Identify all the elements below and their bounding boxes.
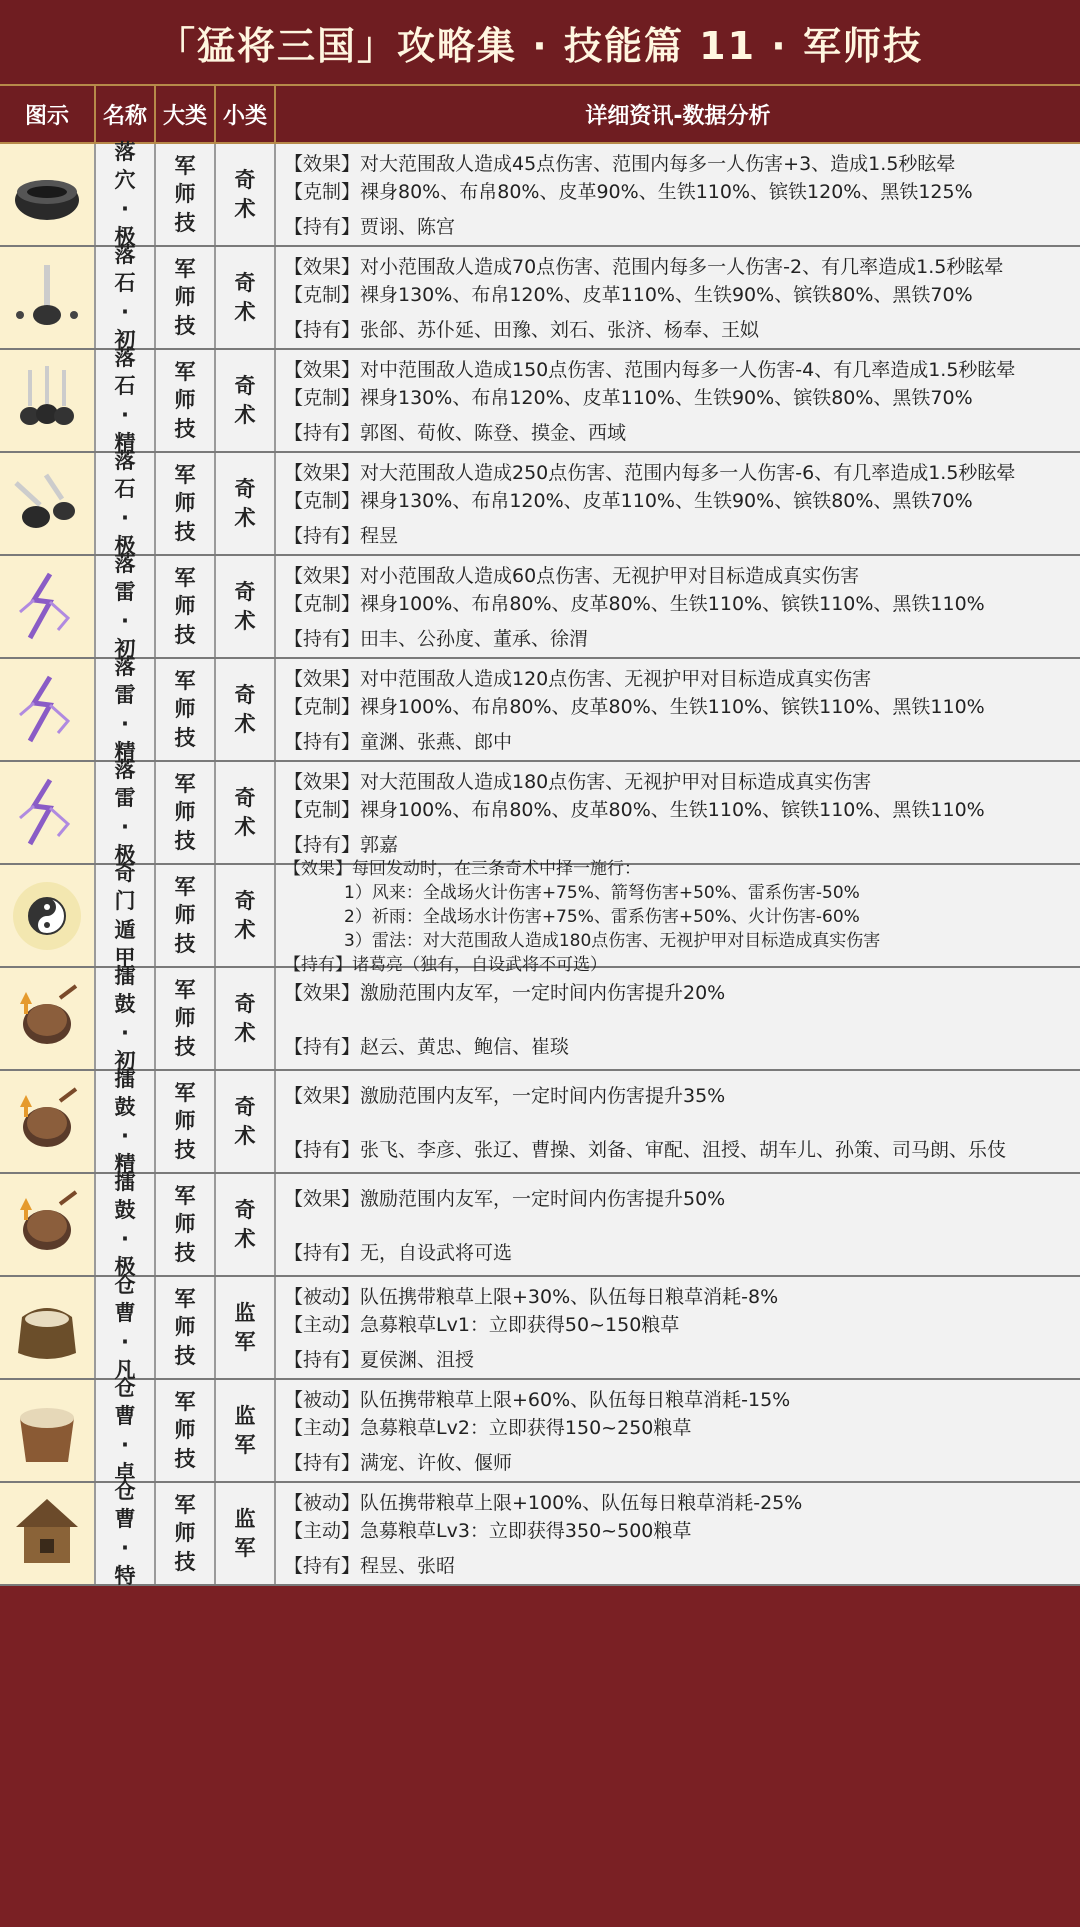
skill-category: 军 师 技 — [156, 1071, 216, 1172]
skill-details — [276, 858, 1080, 975]
table-row — [0, 1169, 1080, 1279]
skill-subcategory: 监 军 — [216, 1483, 276, 1584]
skill-name: 落 石 · 精 — [96, 350, 156, 451]
skill-subcategory: 奇 术 — [216, 453, 276, 554]
skill-details — [276, 762, 1080, 863]
detail-line: 【克制】裸身80%、布帛80%、皮革90%、生铁110%、镔铁120%、黑铁125% — [284, 181, 973, 203]
skill-subcategory: 奇 术 — [216, 144, 276, 245]
skill-image-cell — [0, 1174, 96, 1275]
header-icon: 图示 — [0, 86, 96, 142]
granary-icon — [6, 1493, 88, 1575]
detail-line — [284, 824, 1074, 831]
skill-name: 落 穴 · 极 — [96, 144, 156, 245]
holders-line: 【持有】程昱 — [284, 525, 399, 547]
war-drum-icon — [6, 1081, 88, 1163]
table-row — [0, 1272, 1080, 1382]
detail-line: 【克制】裸身100%、布帛80%、皮革80%、生铁110%、镔铁110%、黑铁110% — [284, 799, 985, 821]
skill-category: 军 师 技 — [156, 556, 216, 657]
lightning-icon — [6, 669, 88, 751]
detail-line: 【效果】对中范围敌人造成120点伤害、无视护甲对目标造成真实伤害 — [284, 668, 872, 690]
skill-image-cell — [0, 968, 96, 1069]
skill-table — [0, 139, 1080, 1588]
detail-line: 【主动】急募粮草Lv1：立即获得50~150粮草 — [284, 1314, 680, 1336]
table-row — [0, 448, 1080, 558]
detail-line — [284, 515, 1074, 522]
skill-category: 军 师 技 — [156, 1174, 216, 1275]
skill-image-cell — [0, 556, 96, 657]
war-drum-icon — [6, 978, 88, 1060]
holders-line: 【持有】田丰、公孙度、董承、徐渭 — [284, 628, 589, 650]
detail-line: 【效果】对大范围敌人造成180点伤害、无视护甲对目标造成真实伤害 — [284, 771, 872, 793]
skill-name: 仓 曹 · 凡 — [96, 1277, 156, 1378]
skill-image-cell — [0, 144, 96, 245]
war-drum-icon — [6, 1184, 88, 1266]
detail-line — [284, 412, 1074, 419]
header-category: 大类 — [156, 86, 216, 142]
detail-line: 2）祈雨：全战场水计伤害+75%、雷系伤害+50%、火计伤害-60% — [344, 906, 860, 927]
skill-name: 落 雷 · 极 — [96, 762, 156, 863]
holders-line: 【持有】无，自设武将可选 — [284, 1241, 513, 1264]
header-subcategory: 小类 — [216, 86, 276, 142]
skill-subcategory: 奇 术 — [216, 1071, 276, 1172]
skill-name: 落 雷 · 精 — [96, 659, 156, 760]
lightning-icon — [6, 566, 88, 648]
table-row — [0, 1066, 1080, 1176]
skill-name: 落 雷 · 初 — [96, 556, 156, 657]
table-header — [0, 84, 1080, 144]
skill-category: 军 师 技 — [156, 247, 216, 348]
skill-details — [276, 1380, 1080, 1481]
skill-subcategory: 奇 术 — [216, 968, 276, 1069]
detail-line — [284, 721, 1074, 728]
skill-name: 擂 鼓 · 精 — [96, 1071, 156, 1172]
detail-line — [284, 618, 1074, 625]
detail-line: 【克制】裸身130%、布帛120%、皮革110%、生铁90%、镔铁80%、黑铁70% — [284, 284, 973, 306]
holders-line: 【持有】张郃、苏仆延、田豫、刘石、张济、杨奉、王姒 — [284, 319, 760, 341]
skill-details — [276, 1174, 1080, 1275]
skill-category: 军 师 技 — [156, 762, 216, 863]
skill-category: 军 师 技 — [156, 144, 216, 245]
header-details: 详细资讯-数据分析 — [585, 103, 771, 129]
holders-line: 【持有】夏侯渊、沮授 — [284, 1349, 475, 1371]
page-title: 「猛将三国」攻略集 · 技能篇 11 · 军师技 — [0, 0, 1080, 84]
detail-line: 1）风来：全战场火计伤害+75%、箭弩伤害+50%、雷系伤害-50% — [344, 882, 860, 903]
table-row — [0, 757, 1080, 867]
skill-category: 军 师 技 — [156, 1380, 216, 1481]
detail-line: 3）雷法：对大范围敌人造成180点伤害、无视护甲对目标造成真实伤害 — [344, 930, 881, 951]
detail-line — [284, 1339, 1074, 1346]
detail-line: 【效果】对小范围敌人造成60点伤害、无视护甲对目标造成真实伤害 — [284, 565, 860, 587]
falling-stones-icon — [6, 360, 88, 442]
detail-line: 【主动】急募粮草Lv2：立即获得150~250粮草 — [284, 1417, 692, 1439]
detail-line — [284, 206, 1074, 213]
black-bowl-icon — [6, 154, 88, 236]
skill-details — [276, 659, 1080, 760]
detail-line: 【效果】对中范围敌人造成150点伤害、范围内每多一人伤害-4、有几率造成1.5秒眩晕 — [284, 359, 1016, 381]
skill-name: 落 石 · 初 — [96, 247, 156, 348]
skill-category: 军 师 技 — [156, 350, 216, 451]
skill-subcategory: 奇 术 — [216, 556, 276, 657]
skill-name: 擂 鼓 · 极 — [96, 1174, 156, 1275]
detail-line: 【主动】急募粮草Lv3：立即获得350~500粮草 — [284, 1520, 692, 1542]
skill-name: 奇 门 遁 甲 — [96, 865, 156, 966]
skill-details — [276, 968, 1080, 1069]
detail-line: 【被动】队伍携带粮草上限+60%、队伍每日粮草消耗-15% — [284, 1389, 791, 1411]
skill-subcategory: 奇 术 — [216, 865, 276, 966]
detail-line: 【克制】裸身130%、布帛120%、皮革110%、生铁90%、镔铁80%、黑铁70% — [284, 490, 973, 512]
skill-image-cell — [0, 350, 96, 451]
skill-image-cell — [0, 659, 96, 760]
skill-image-cell — [0, 453, 96, 554]
grain-sack-icon — [6, 1287, 88, 1369]
skill-name: 落 石 · 极 — [96, 453, 156, 554]
skill-details — [276, 1277, 1080, 1378]
meteor-stones-icon — [6, 463, 88, 545]
skill-subcategory: 奇 术 — [216, 659, 276, 760]
skill-category: 军 师 技 — [156, 453, 216, 554]
table-row — [0, 345, 1080, 455]
detail-line: 【克制】裸身100%、布帛80%、皮革80%、生铁110%、镔铁110%、黑铁110% — [284, 696, 985, 718]
skill-category: 军 师 技 — [156, 659, 216, 760]
skill-details — [276, 247, 1080, 348]
skill-subcategory: 奇 术 — [216, 762, 276, 863]
skill-details — [276, 1483, 1080, 1584]
detail-line — [284, 1110, 1074, 1136]
detail-line: 【被动】队伍携带粮草上限+30%、队伍每日粮草消耗-8% — [284, 1286, 779, 1308]
table-row — [0, 1375, 1080, 1485]
detail-line: 【效果】激励范围内友军，一定时间内伤害提升35% — [284, 1084, 726, 1107]
skill-image-cell — [0, 762, 96, 863]
detail-line — [284, 1213, 1074, 1239]
skill-category: 军 师 技 — [156, 968, 216, 1069]
skill-category: 军 师 技 — [156, 1277, 216, 1378]
skill-subcategory: 监 军 — [216, 1277, 276, 1378]
holders-line: 【持有】满宠、许攸、偃师 — [284, 1452, 513, 1474]
skill-subcategory: 奇 术 — [216, 247, 276, 348]
skill-subcategory: 奇 术 — [216, 350, 276, 451]
falling-stone-icon — [6, 257, 88, 339]
table-row — [0, 551, 1080, 661]
holders-line: 【持有】贾诩、陈宫 — [284, 216, 456, 238]
detail-line: 【效果】对大范围敌人造成45点伤害、范围内每多一人伤害+3、造成1.5秒眩晕 — [284, 153, 956, 175]
holders-line: 【持有】程昱、张昭 — [284, 1555, 456, 1577]
skill-name: 仓 曹 · 卓 — [96, 1380, 156, 1481]
skill-details — [276, 453, 1080, 554]
skill-name: 仓 曹 · 特 — [96, 1483, 156, 1584]
detail-line: 【被动】队伍携带粮草上限+100%、队伍每日粮草消耗-25% — [284, 1492, 803, 1514]
skill-category: 军 师 技 — [156, 865, 216, 966]
skill-details — [276, 1071, 1080, 1172]
holders-line: 【持有】诸葛亮（独有，自设武将不可选） — [284, 954, 607, 975]
table-row — [0, 1478, 1080, 1588]
skill-category: 军 师 技 — [156, 1483, 216, 1584]
holders-line: 【持有】郭图、荀攸、陈登、摸金、西域 — [284, 422, 627, 444]
skill-details — [276, 556, 1080, 657]
holders-line: 【持有】赵云、黄忠、鲍信、崔琰 — [284, 1035, 570, 1058]
detail-line — [284, 309, 1074, 316]
skill-image-cell — [0, 1483, 96, 1584]
detail-line: 【效果】每回发动时，在三条奇术中择一施行： — [284, 858, 641, 879]
detail-line: 【效果】对大范围敌人造成250点伤害、范围内每多一人伤害-6、有几率造成1.5秒眩晕 — [284, 462, 1016, 484]
skill-name: 擂 鼓 · 初 — [96, 968, 156, 1069]
skill-subcategory: 监 军 — [216, 1380, 276, 1481]
table-row — [0, 139, 1080, 249]
skill-details — [276, 144, 1080, 245]
skill-subcategory: 奇 术 — [216, 1174, 276, 1275]
holders-line: 【持有】童渊、张燕、郎中 — [284, 731, 513, 753]
holders-line: 【持有】郭嘉 — [284, 834, 399, 856]
lightning-icon — [6, 772, 88, 854]
bagua-icon — [6, 875, 88, 957]
skill-image-cell — [0, 1380, 96, 1481]
skill-details — [276, 350, 1080, 451]
table-row — [0, 654, 1080, 764]
detail-line — [284, 1442, 1074, 1449]
skill-image-cell — [0, 865, 96, 966]
detail-line — [284, 1545, 1074, 1552]
table-row — [0, 242, 1080, 352]
table-row — [0, 858, 1080, 975]
detail-line: 【效果】对小范围敌人造成70点伤害、范围内每多一人伤害-2、有几率造成1.5秒眩晕 — [284, 256, 1004, 278]
detail-line: 【效果】激励范围内友军，一定时间内伤害提升20% — [284, 981, 726, 1004]
holders-line: 【持有】张飞、李彦、张辽、曹操、刘备、审配、沮授、胡车儿、孙策、司马朗、乐伎 — [284, 1138, 1007, 1161]
skill-image-cell — [0, 247, 96, 348]
grain-basket-icon — [6, 1390, 88, 1472]
detail-line — [284, 1007, 1074, 1033]
header-name: 名称 — [96, 86, 156, 142]
detail-line: 【克制】裸身100%、布帛80%、皮革80%、生铁110%、镔铁110%、黑铁110% — [284, 593, 985, 615]
detail-line: 【克制】裸身130%、布帛120%、皮革110%、生铁90%、镔铁80%、黑铁70% — [284, 387, 973, 409]
detail-line: 【效果】激励范围内友军，一定时间内伤害提升50% — [284, 1187, 726, 1210]
skill-image-cell — [0, 1277, 96, 1378]
skill-image-cell — [0, 1071, 96, 1172]
